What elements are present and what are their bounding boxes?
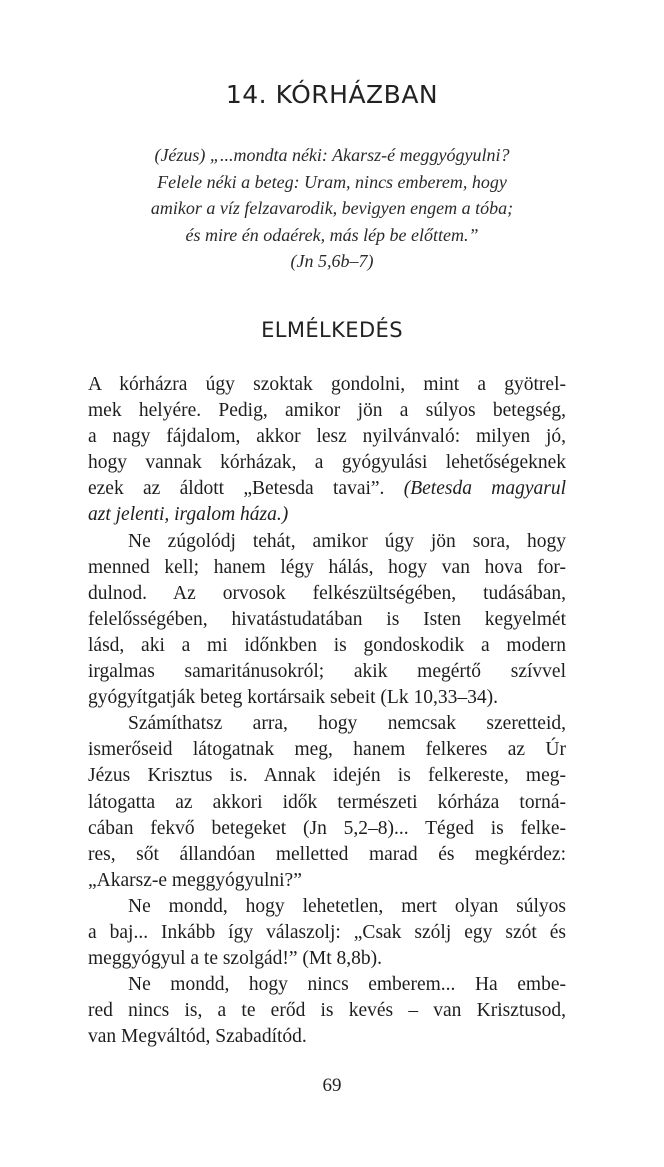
text-line: felelősségében, hivatástudatában is Isten kegyelmét — [88, 608, 566, 630]
text-line: látogatta az akkori idők természeti kórháza torná- — [88, 791, 566, 813]
text-line: meggyógyul a te szolgád!” (Mt 8,8b). — [88, 948, 383, 970]
quote-line: és mire én odaérek, más lép be előttem.” — [185, 224, 479, 245]
text-line: res, sőt állandóan melletted marad és megkérdez: — [88, 843, 566, 865]
text-line: ismerőseid látogatnak meg, hanem felkeres az Úr — [88, 739, 566, 761]
chapter-title: 14. KÓRHÁZBAN — [225, 80, 439, 109]
quote-line: amikor a víz felzavarodik, bevigyen engem a tóba; — [150, 198, 514, 218]
text-line: menned kell; hanem légy hálás, hogy van hova for- — [88, 556, 566, 578]
text-line — [88, 476, 566, 502]
text-line: A kórházra úgy szoktak gondolni, mint a gyötrel- — [88, 374, 566, 395]
text-line: Számíthatsz arra, hogy nemcsak szeretteid, — [128, 713, 566, 735]
text-line: irgalmas samaritánusokról; akik megértő szívvel — [88, 661, 566, 683]
text-line: Ne zúgolódj tehát, amikor úgy jön sora, hogy — [128, 530, 566, 552]
text-line: hogy vannak kórházak, a gyógyulási lehetőségeknek — [88, 452, 566, 474]
body-text — [88, 372, 566, 1050]
quote-line: Felele néki a beteg: Uram, nincs emberem, hogy — [157, 171, 507, 192]
text-line: mek helyére. Pedig, amikor jön a súlyos betegség, — [88, 400, 566, 422]
quote-reference: (Jn 5,6b–7) — [290, 251, 374, 271]
text-line: Jézus Krisztus is. Annak idején is felkereste, meg- — [88, 765, 566, 787]
text-line: lásd, aki a mi időnkben is gondoskodik a modern — [88, 634, 566, 656]
text-segment-italic: (Betesda magyarul — [403, 478, 566, 500]
page-number: 69 — [322, 1075, 342, 1096]
bible-quote — [90, 142, 574, 275]
text-line: Ne mondd, hogy nincs emberem... Ha embe- — [128, 974, 566, 996]
text-line: a baj... Inkább így válaszolj: „Csak szólj egy szót és — [88, 921, 566, 943]
text-line: red nincs is, a te erőd is kevés – van Krisztusod, — [88, 1000, 566, 1022]
text-line: a nagy fájdalom, akkor lesz nyilvánvaló: milyen jó, — [88, 426, 566, 448]
text-line: dulnod. Az orvosok felkészültségében, tudásában, — [88, 582, 566, 604]
text-line: Ne mondd, hogy lehetetlen, mert olyan súlyos — [128, 895, 566, 917]
text-line: gyógyítgatják beteg kortársaik sebeit (Lk 10,33–34). — [88, 687, 498, 709]
text-line: „Akarsz-e meggyógyulni?” — [88, 869, 302, 891]
quote-line: (Jézus) „...mondta néki: Akarsz-é meggyógyulni? — [154, 145, 510, 165]
text-line: van Megváltód, Szabadítód. — [88, 1026, 307, 1048]
text-line: azt jelenti, irgalom háza.) — [88, 504, 289, 526]
text-line: cában fekvő betegeket (Jn 5,2–8)... Téged is felke- — [88, 817, 566, 839]
text-segment: ezek az áldott „Betesda tavai”. — [88, 478, 385, 500]
section-title: ELMÉLKEDÉS — [261, 318, 403, 342]
